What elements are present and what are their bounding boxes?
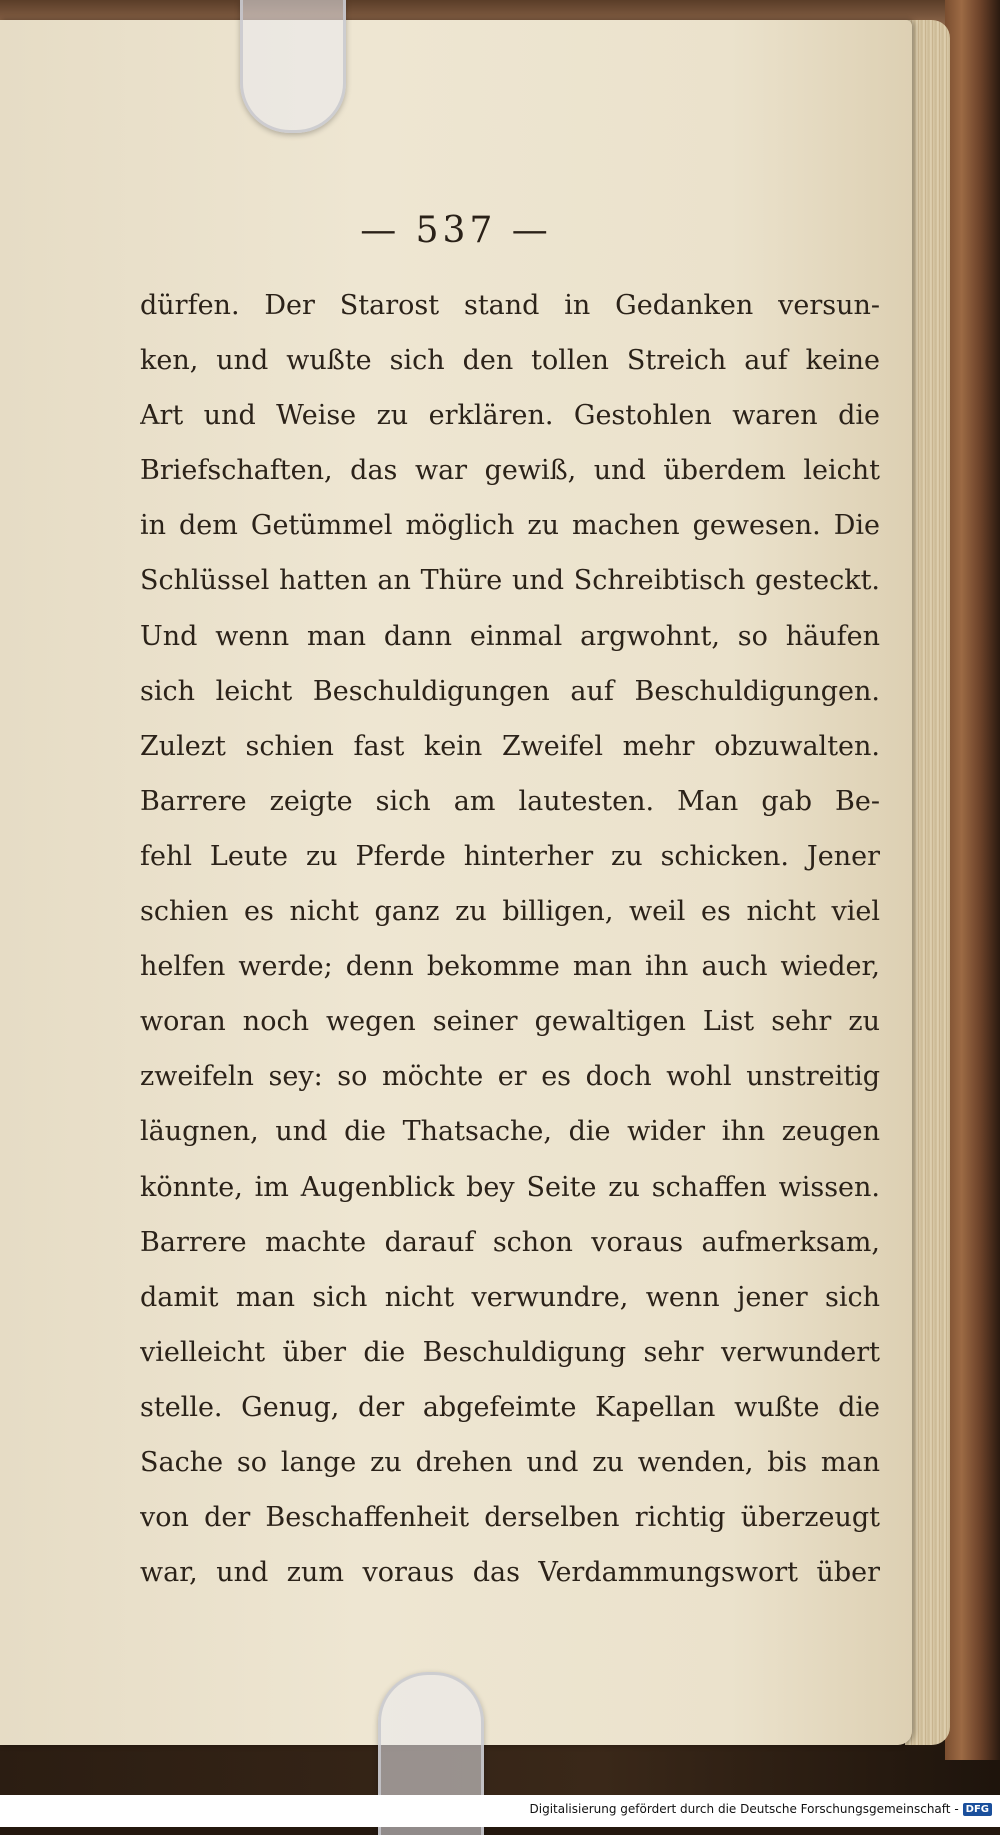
top-page-clip [240,0,346,133]
page-number: — 537 — [360,210,552,251]
text-line: Und wenn man dann einmal argwohnt, so häufen [140,620,880,652]
text-line: Sache so lange zu drehen und zu wenden, bis man [140,1446,880,1478]
credit-text: Digitalisierung gefördert durch die Deutsche Forschungsgemeinschaft - [529,1802,959,1816]
text-line: von der Beschaffenheit derselben richtig überzeugt [140,1502,880,1534]
text-line: schien es nicht ganz zu billigen, weil es nicht viel [140,896,880,928]
text-line: zweifeln sey: so möchte er es doch wohl unstreitig [140,1061,880,1093]
text-line: stelle. Genug, der abgefeimte Kapellan wußte die [140,1391,880,1423]
text-line: läugnen, und die Thatsache, die wider ihn zeugen [140,1116,880,1148]
text-line: woran noch wegen seiner gewaltigen List sehr zu [140,1006,880,1038]
text-line: Briefschaften, das war gewiß, und überdem leicht [140,455,880,487]
text-line: Barrere machte darauf schon voraus aufmerksam, [140,1226,880,1258]
text-line: Art und Weise zu erklären. Gestohlen waren die [140,400,880,432]
text-line: fehl Leute zu Pferde hinterher zu schicken. Jener [140,840,880,872]
text-line: ken, und wußte sich den tollen Streich auf keine [140,345,880,377]
text-line: Zulezt schien fast kein Zweifel mehr obzuwalten. [140,730,880,762]
book-cover-edge [945,0,1000,1760]
text-line: vielleicht über die Beschuldigung sehr verwundert [140,1336,880,1368]
body-text [140,278,880,1600]
text-line: Schlüssel hatten an Thüre und Schreibtisch gesteckt. [140,565,880,597]
dfg-logo: DFG [963,1803,992,1816]
text-line: Barrere zeigte sich am lautesten. Man gab Be- [140,785,880,817]
text-line: damit man sich nicht verwundre, wenn jener sich [140,1281,880,1313]
digitization-credit [530,1802,993,1816]
text-line: war, und zum voraus das Verdammungswort über [140,1557,880,1589]
text-line: sich leicht Beschuldigungen auf Beschuldigungen. [140,675,880,707]
text-line: könnte, im Augenblick bey Seite zu schaffen wissen. [140,1171,880,1203]
text-line: dürfen. Der Starost stand in Gedanken versun- [140,290,880,321]
text-line: helfen werde; denn bekomme man ihn auch wieder, [140,951,880,983]
text-line: in dem Getümmel möglich zu machen gewesen. Die [140,510,880,542]
